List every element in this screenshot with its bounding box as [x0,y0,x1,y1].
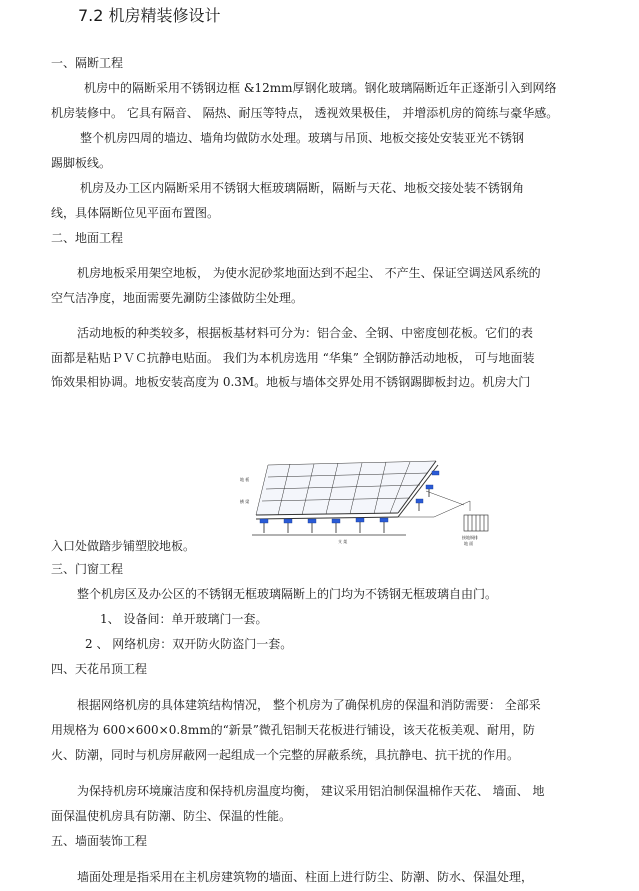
paragraph-line: 为保持机房环境廉洁度和保持机房温度均衡， 建议采用铝泊制保温棉作天花、 墙面、 地 [77,784,545,798]
label-ground-bar: 接地铜排 [462,535,478,540]
paragraph-line: 活动地板的种类较多，根据板基材料可分为：铝合金、全钢、中密度刨花板。它们的表 [77,326,534,340]
paragraph-line: 机房装修中。 它具有隔音、 隔热、耐压等特点， 透视效果极佳， 并增添机房的简练与豪华感。 [51,106,559,120]
label-support: 支 架 [338,539,348,544]
paragraph-line: 饰效果相协调。地板安装高度为 0.3M。地板与墙体交界处用不锈钢踢脚板封边。机房大门 [51,375,531,389]
paragraph-line: 空气洁净度，地面需要先涮防尘漆做防尘处理。 [51,291,304,305]
paragraph-line: 机房及办工区内隔断采用不锈钢大框玻璃隔断，隔断与天花、地板交接处装不锈钢角 [80,181,525,195]
paragraph-line: 踢脚板线。 [51,156,112,170]
raised-floor-diagram [238,455,498,551]
paragraph-line: 整个机房区及办公区的不锈钢无框玻璃隔断上的门均为不锈钢无框玻璃自由门。 [77,587,498,601]
label-ground: 地 面 [464,541,474,546]
paragraph-line: 根据网络机房的具体建筑结构情况， 整个机房为了确保机房的保温和消防需要： 全部采 [77,698,541,712]
section-heading-partition: 一、隔断工程 [51,56,124,70]
paragraph-line: 面都是粘贴ＰＶＣ抗静电贴面。 我们为本机房选用 “华集” 全钢防静活动地板， 可与地面装 [51,351,535,365]
paragraph-line: 墙面处理是指采用在主机房建筑物的墙面、柱面上进行防尘、防潮、防水、保温处理， [77,870,534,884]
list-item: 1、 设备间：单开玻璃门一套。 [100,612,268,626]
section-heading-floor: 二、地面工程 [51,231,124,245]
list-item: 2 、 网络机房：双开防火防盗门一套。 [85,637,293,651]
paragraph-line: 面保温使机房具有防潮、防尘、保温的性能。 [51,809,292,823]
paragraph-line: 用规格为 600×600×0.8mm的“新景”微孔铝制天花板进行铺设，该天花板美观、耐用，防 [51,723,535,737]
label-floor: 地 板 [240,477,250,482]
label-beam: 横 梁 [240,499,250,504]
grounding-bar [464,515,488,531]
paragraph-line: 机房地板采用架空地板， 为使水泥砂浆地面达到不起尘、 不产生、保证空调送风系统的 [77,266,541,280]
section-heading-ceiling: 四、天花吊顶工程 [51,662,148,676]
paragraph-line: 火、防潮，同时与机房屏蔽网一起组成一个完整的屏蔽系统，具抗静电、抗干扰的作用。 [51,748,520,762]
page-title: 7.2 机房精装修设计 [78,6,221,25]
paragraph-line: 机房中的隔断采用不锈钢边框 &12mm厚钢化玻璃。钢化玻璃隔断近年正逐渐引入到网络 [84,81,557,95]
paragraph-line: 线，具体隔断位见平面布置图。 [51,206,220,220]
paragraph-line: 入口处做踏步铺塑胶地板。 [51,539,196,553]
section-heading-wall: 五、墙面装饰工程 [51,834,148,848]
paragraph-line: 整个机房四周的墙边、墙角均做防水处理。玻璃与吊顶、地板交接处安装亚光不锈钢 [80,131,525,145]
section-heading-doors-windows: 三、门窗工程 [51,562,124,576]
